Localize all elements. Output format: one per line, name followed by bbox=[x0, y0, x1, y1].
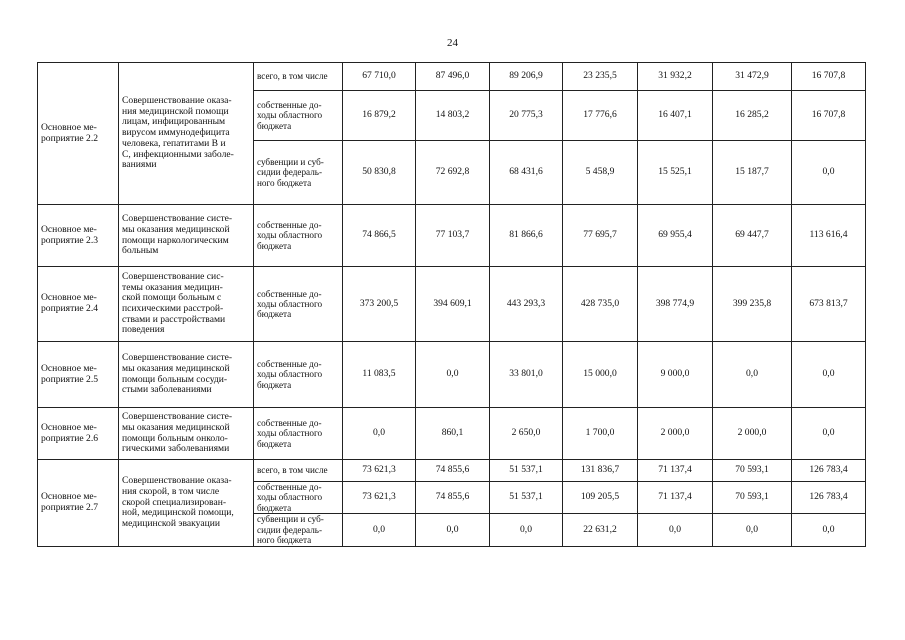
amount-cell: 15 525,1 bbox=[638, 141, 713, 205]
amount-cell: 15 000,0 bbox=[563, 342, 638, 408]
amount-cell: 443 293,3 bbox=[490, 267, 563, 342]
activity-name-cell: Совершенствование сис- темы оказания медицин- ской помощи больным с психическими расстрой- ствами и расстройствами поведения bbox=[119, 267, 254, 342]
event-cell: Основное ме- роприятие 2.3 bbox=[38, 205, 119, 267]
table-row bbox=[38, 342, 866, 408]
amount-cell: 16 707,8 bbox=[792, 91, 866, 141]
amount-cell: 0,0 bbox=[343, 408, 416, 460]
amount-cell: 87 496,0 bbox=[416, 63, 490, 91]
amount-cell: 33 801,0 bbox=[490, 342, 563, 408]
activity-name-cell: Совершенствование оказа- ния скорой, в том числе скорой специализирован- ной, медицинской помощи, медицинской эвакуации bbox=[119, 460, 254, 547]
amount-cell: 2 000,0 bbox=[713, 408, 792, 460]
amount-cell: 14 803,2 bbox=[416, 91, 490, 141]
event-cell: Основное ме- роприятие 2.6 bbox=[38, 408, 119, 460]
funding-source-cell: собственные до- ходы областного бюджета bbox=[254, 91, 343, 141]
amount-cell: 109 205,5 bbox=[563, 482, 638, 514]
amount-cell: 81 866,6 bbox=[490, 205, 563, 267]
amount-cell: 68 431,6 bbox=[490, 141, 563, 205]
amount-cell: 50 830,8 bbox=[343, 141, 416, 205]
amount-cell: 17 776,6 bbox=[563, 91, 638, 141]
amount-cell: 126 783,4 bbox=[792, 460, 866, 482]
event-cell: Основное ме- роприятие 2.2 bbox=[38, 63, 119, 205]
amount-cell: 74 855,6 bbox=[416, 482, 490, 514]
amount-cell: 73 621,3 bbox=[343, 482, 416, 514]
activity-name-cell: Совершенствование систе- мы оказания медицинской помощи больным сосуди- стыми заболеваниями bbox=[119, 342, 254, 408]
amount-cell: 70 593,1 bbox=[713, 460, 792, 482]
amount-cell: 9 000,0 bbox=[638, 342, 713, 408]
funding-source-cell: субвенции и суб- сидии федераль- ного бюджета bbox=[254, 513, 343, 546]
amount-cell: 1 700,0 bbox=[563, 408, 638, 460]
amount-cell: 113 616,4 bbox=[792, 205, 866, 267]
activity-name-cell: Совершенствование систе- мы оказания медицинской помощи наркологическим больным bbox=[119, 205, 254, 267]
amount-cell: 51 537,1 bbox=[490, 482, 563, 514]
amount-cell: 0,0 bbox=[713, 513, 792, 546]
amount-cell: 16 407,1 bbox=[638, 91, 713, 141]
amount-cell: 51 537,1 bbox=[490, 460, 563, 482]
amount-cell: 15 187,7 bbox=[713, 141, 792, 205]
amount-cell: 131 836,7 bbox=[563, 460, 638, 482]
amount-cell: 20 775,3 bbox=[490, 91, 563, 141]
amount-cell: 5 458,9 bbox=[563, 141, 638, 205]
funding-source-cell: всего, в том числе bbox=[254, 460, 343, 482]
amount-cell: 0,0 bbox=[792, 342, 866, 408]
amount-cell: 394 609,1 bbox=[416, 267, 490, 342]
amount-cell: 70 593,1 bbox=[713, 482, 792, 514]
activity-name-cell: Совершенствование систе- мы оказания медицинской помощи больным онколо- гическими заболеваниями bbox=[119, 408, 254, 460]
amount-cell: 398 774,9 bbox=[638, 267, 713, 342]
amount-cell: 31 932,2 bbox=[638, 63, 713, 91]
amount-cell: 16 707,8 bbox=[792, 63, 866, 91]
funding-source-cell: собственные до- ходы областного бюджета bbox=[254, 342, 343, 408]
amount-cell: 71 137,4 bbox=[638, 482, 713, 514]
amount-cell: 126 783,4 bbox=[792, 482, 866, 514]
amount-cell: 399 235,8 bbox=[713, 267, 792, 342]
amount-cell: 373 200,5 bbox=[343, 267, 416, 342]
amount-cell: 0,0 bbox=[792, 513, 866, 546]
funding-source-cell: собственные до- ходы областного бюджета bbox=[254, 408, 343, 460]
page-number: 24 bbox=[447, 37, 458, 49]
funding-source-cell: собственные до- ходы областного бюджета bbox=[254, 205, 343, 267]
amount-cell: 673 813,7 bbox=[792, 267, 866, 342]
amount-cell: 428 735,0 bbox=[563, 267, 638, 342]
funding-source-cell: собственные до- ходы областного бюджета bbox=[254, 482, 343, 514]
table-row bbox=[38, 205, 866, 267]
amount-cell: 23 235,5 bbox=[563, 63, 638, 91]
amount-cell: 0,0 bbox=[490, 513, 563, 546]
amount-cell: 2 650,0 bbox=[490, 408, 563, 460]
funding-source-cell: собственные до- ходы областного бюджета bbox=[254, 267, 343, 342]
amount-cell: 0,0 bbox=[416, 342, 490, 408]
table-row bbox=[38, 63, 866, 91]
amount-cell: 2 000,0 bbox=[638, 408, 713, 460]
funding-source-cell: субвенции и суб- сидии федераль- ного бюджета bbox=[254, 141, 343, 205]
amount-cell: 0,0 bbox=[792, 141, 866, 205]
amount-cell: 860,1 bbox=[416, 408, 490, 460]
amount-cell: 69 447,7 bbox=[713, 205, 792, 267]
amount-cell: 73 621,3 bbox=[343, 460, 416, 482]
funding-source-cell: всего, в том числе bbox=[254, 63, 343, 91]
table-row bbox=[38, 408, 866, 460]
amount-cell: 69 955,4 bbox=[638, 205, 713, 267]
amount-cell: 0,0 bbox=[343, 513, 416, 546]
event-cell: Основное ме- роприятие 2.5 bbox=[38, 342, 119, 408]
amount-cell: 77 103,7 bbox=[416, 205, 490, 267]
amount-cell: 0,0 bbox=[792, 408, 866, 460]
table-row bbox=[38, 460, 866, 482]
amount-cell: 77 695,7 bbox=[563, 205, 638, 267]
amount-cell: 72 692,8 bbox=[416, 141, 490, 205]
amount-cell: 0,0 bbox=[638, 513, 713, 546]
amount-cell: 16 285,2 bbox=[713, 91, 792, 141]
amount-cell: 67 710,0 bbox=[343, 63, 416, 91]
budget-table bbox=[37, 62, 866, 547]
event-cell: Основное ме- роприятие 2.7 bbox=[38, 460, 119, 547]
amount-cell: 0,0 bbox=[713, 342, 792, 408]
amount-cell: 11 083,5 bbox=[343, 342, 416, 408]
amount-cell: 0,0 bbox=[416, 513, 490, 546]
amount-cell: 89 206,9 bbox=[490, 63, 563, 91]
amount-cell: 31 472,9 bbox=[713, 63, 792, 91]
amount-cell: 74 855,6 bbox=[416, 460, 490, 482]
activity-name-cell: Совершенствование оказа- ния медицинской помощи лицам, инфицированным вирусом иммунодефицита человека, гепатитами В и С, инфекционными заболе- ваниями bbox=[119, 63, 254, 205]
amount-cell: 22 631,2 bbox=[563, 513, 638, 546]
table-row bbox=[38, 267, 866, 342]
amount-cell: 16 879,2 bbox=[343, 91, 416, 141]
event-cell: Основное ме- роприятие 2.4 bbox=[38, 267, 119, 342]
amount-cell: 71 137,4 bbox=[638, 460, 713, 482]
amount-cell: 74 866,5 bbox=[343, 205, 416, 267]
